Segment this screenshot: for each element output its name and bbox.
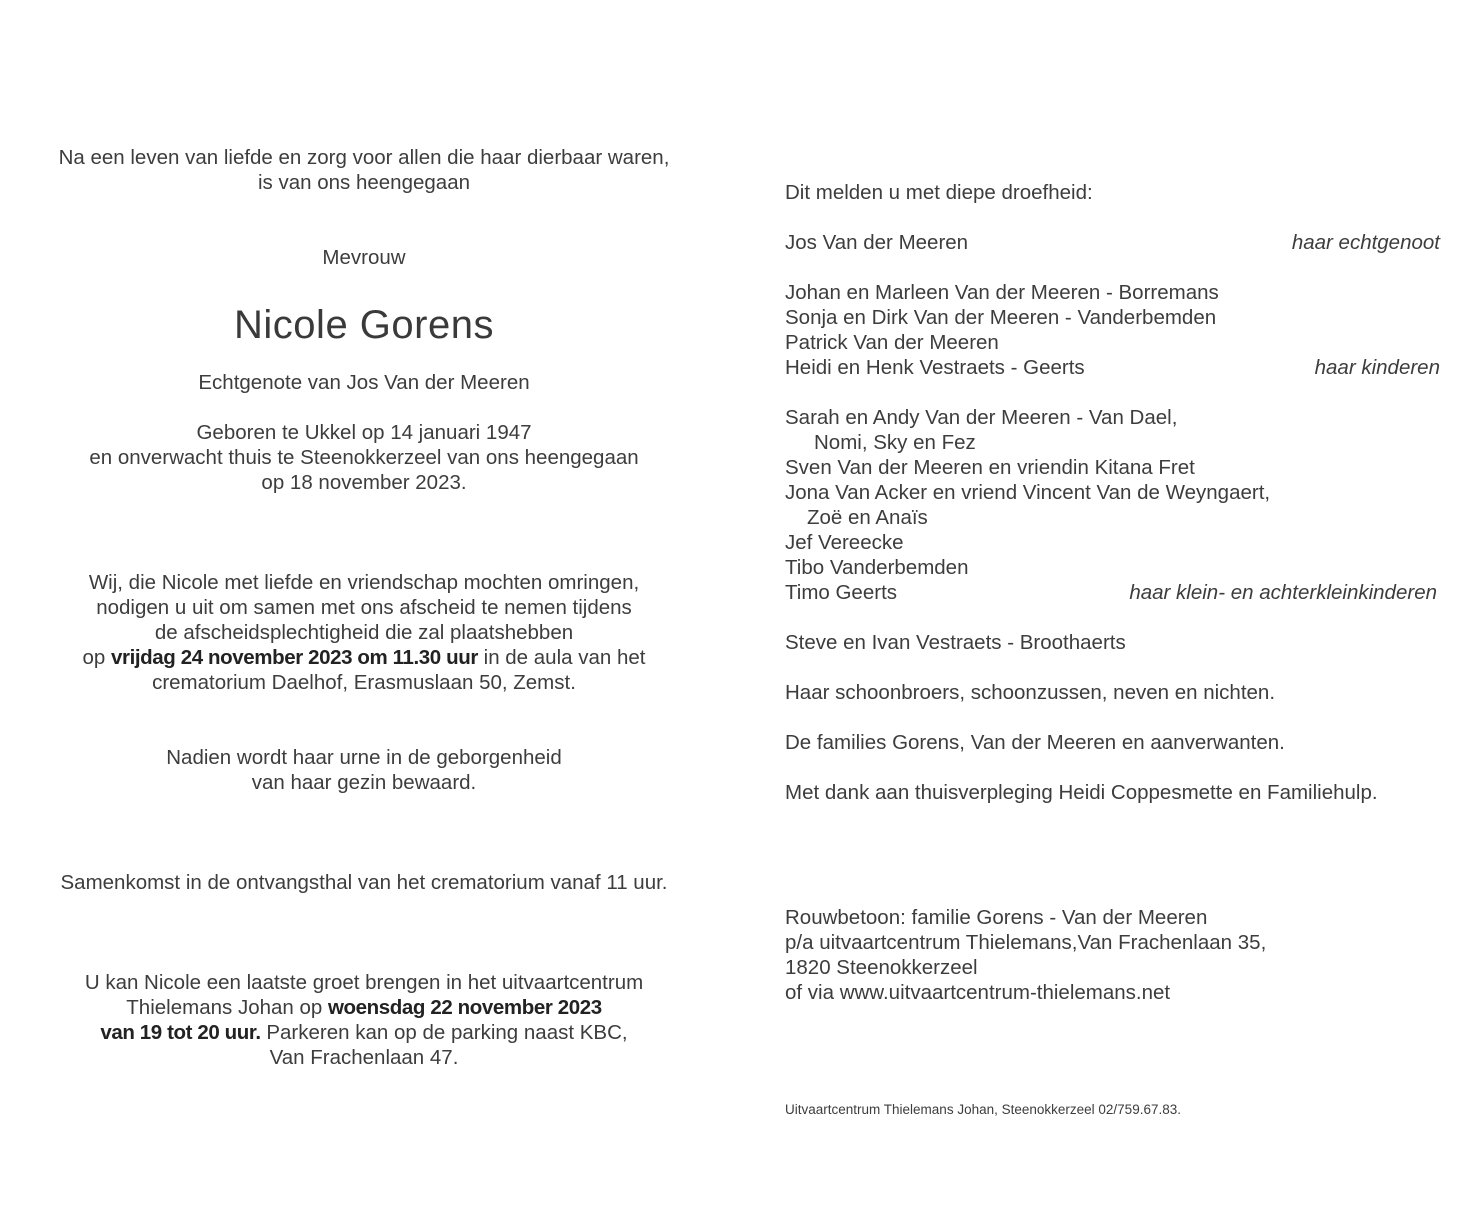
death-date-line: op 18 november 2023.	[261, 471, 467, 494]
ceremony-invitation	[0, 570, 728, 695]
visit-line: Van Frachenlaan 47.	[269, 1046, 459, 1069]
announcement-text: Dit melden u met diepe droefheid:	[785, 181, 1093, 204]
condolence-website[interactable]: of via www.uitvaartcentrum-thielemans.net	[785, 981, 1171, 1004]
invite-line: nodigen u uit om samen met ons afscheid te nemen tijdens	[96, 596, 632, 619]
urn-text	[0, 745, 728, 795]
spouse-row	[785, 230, 1445, 255]
deceased-name-text: Nicole Gorens	[234, 303, 494, 347]
urn-line: van haar gezin bewaard.	[251, 771, 477, 794]
invite-suffix: in de aula van het	[477, 646, 646, 669]
child-entry-row	[785, 355, 1445, 380]
urn-line: Nadien wordt haar urne in de geborgenheid	[166, 746, 562, 769]
intro-line: Na een leven van liefde en zorg voor allen die haar dierbaar waren,	[58, 146, 670, 169]
children-role: haar kinderen	[1314, 356, 1440, 379]
spouse-text: Echtgenote van Jos Van der Meeren	[198, 371, 530, 394]
spouse-line	[0, 370, 728, 395]
visit-line	[0, 1020, 728, 1045]
visit-line: U kan Nicole een laatste groet brengen in het uitvaartcentrum	[84, 971, 644, 994]
visit-time: van 19 tot 20 uur.	[100, 1021, 261, 1044]
intro-line: is van ons heengegaan	[257, 171, 470, 194]
grandchild-entry: Sven Van der Meeren en vriendin Kitana Fret	[785, 456, 1195, 479]
sibling-entry	[785, 630, 1445, 655]
condolence-address	[785, 905, 1445, 1005]
grandchild-entry: Sarah en Andy Van der Meeren - Van Dael,	[785, 406, 1178, 429]
condolence-line: Rouwbetoon: familie Gorens - Van der Meeren	[785, 906, 1208, 929]
grandchild-entry-row	[785, 580, 1445, 605]
invite-line	[0, 645, 728, 670]
intro-text	[0, 145, 728, 195]
condolence-line: p/a uitvaartcentrum Thielemans,Van Frachenlaan 35,	[785, 931, 1267, 954]
invite-line: Wij, die Nicole met liefde en vriendschap mochten omringen,	[88, 571, 640, 594]
child-entry: Johan en Marleen Van der Meeren - Borremans	[785, 281, 1219, 304]
grandchild-entry: Jef Vereecke	[785, 531, 904, 554]
families-entry	[785, 730, 1445, 755]
gathering-line: Samenkomst in de ontvangsthal van het crematorium vanaf 11 uur.	[60, 871, 668, 894]
ceremony-datetime: vrijdag 24 november 2023 om 11.30 uur	[111, 646, 478, 669]
honorific	[0, 245, 728, 270]
grandchild-entry: Tibo Vanderbemden	[785, 556, 969, 579]
visit-prefix: Thielemans Johan op	[126, 996, 328, 1019]
spouse-name: Jos Van der Meeren	[785, 231, 969, 254]
condolence-line: 1820 Steenokkerzeel	[785, 956, 978, 979]
invite-line: de afscheidsplechtigheid die zal plaatshebben	[154, 621, 574, 644]
children-list	[785, 280, 1445, 380]
inlaws-entry	[785, 680, 1445, 705]
funeral-home-footer: Uitvaartcentrum Thielemans Johan, Steenokkerzeel 02/759.67.83.	[785, 1102, 1181, 1117]
death-line: en onverwacht thuis te Steenokkerzeel van ons heengegaan	[89, 446, 639, 469]
grandchild-entry: Timo Geerts	[785, 581, 898, 604]
grandchild-entry: Jona Van Acker en vriend Vincent Van de Weyngaert,	[785, 481, 1271, 504]
thanks-entry	[785, 780, 1445, 805]
visit-date: woensdag 22 november 2023	[328, 996, 602, 1019]
birth-death-info	[0, 420, 728, 495]
inlaws-text: Haar schoonbroers, schoonzussen, neven en nichten.	[785, 681, 1276, 704]
grandchild-entry: Nomi, Sky en Fez	[814, 431, 976, 454]
visit-line	[0, 995, 728, 1020]
invite-line: crematorium Daelhof, Erasmuslaan 50, Zemst.	[152, 671, 576, 694]
families-text: De families Gorens, Van der Meeren en aanverwanten.	[785, 731, 1285, 754]
invite-prefix: op	[82, 646, 112, 669]
visitation-info	[0, 970, 728, 1070]
child-entry: Heidi en Henk Vestraets - Geerts	[785, 356, 1085, 379]
grandchild-entry: Zoë en Anaïs	[807, 506, 928, 529]
gathering-text	[0, 870, 728, 895]
thanks-text: Met dank aan thuisverpleging Heidi Coppesmette en Familiehulp.	[785, 781, 1378, 804]
spouse-entry	[785, 230, 1445, 255]
sibling-text: Steve en Ivan Vestraets - Broothaerts	[785, 631, 1126, 654]
deceased-name	[0, 301, 728, 349]
visit-parking: Parkeren kan op de parking naast KBC,	[260, 1021, 628, 1044]
birth-line: Geboren te Ukkel op 14 januari 1947	[196, 421, 532, 444]
spouse-role: haar echtgenoot	[1291, 231, 1440, 254]
child-entry: Patrick Van der Meeren	[785, 331, 999, 354]
child-entry: Sonja en Dirk Van der Meeren - Vanderbemden	[785, 306, 1217, 329]
announcement	[785, 180, 1445, 205]
grandchildren-list	[785, 405, 1445, 605]
grandchildren-role: haar klein- en achterkleinkinderen	[1129, 581, 1437, 604]
honorific-text: Mevrouw	[322, 246, 406, 269]
